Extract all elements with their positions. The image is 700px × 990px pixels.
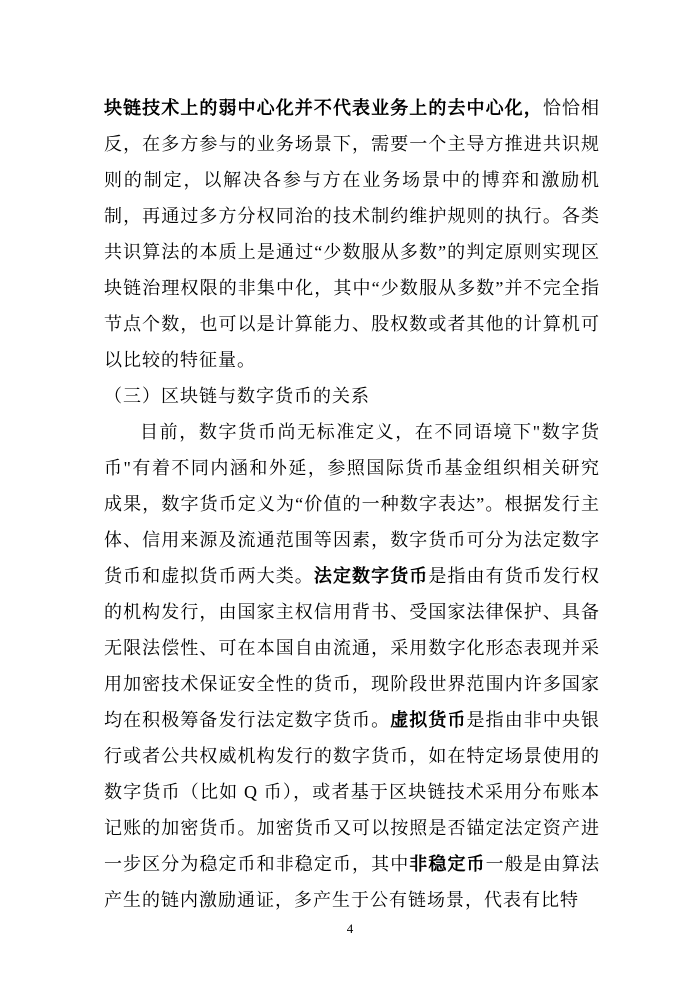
text-run: 目前，数字货币尚无标准定义，在不同语境下"数字货币"有着不同内涵和外延，参照国际货币基金组织相关研究成果，数字货币定义为“价值的一种数字表达”。根据发行主体、信用来源及流通范围等因素，数字货币可分为法定数字货币和虚拟货币两大类。 [104,422,600,586]
text-run-bold-virtual-currency: 虚拟货币 [390,710,467,730]
text-run: 是指由非中央银行或者公共权威机构发行的数字货币，如在特定场景使用的数字货币（比如 Q 币），或者基于区块链技术采用分布账本记账的加密货币。加密货币又可以按照是否锚定法定资产进一步区分为稳定币和非稳定币，其中 [104,710,601,874]
text-run-bold-legal-digital-currency: 法定数字货币 [313,566,429,586]
text-run: 是指由有货币发行权的机构发行，由国家主权信用背书、受国家法律保护、具备无限法偿性、可在本国自由流通，采用数字化形态表现并采用加密技术保证安全性的货币，现阶段世界范围内许多国家均在积极筹备发行法定数字货币。 [104,566,601,730]
section-heading-blockchain-digital-currency: （三）区块链与数字货币的关系 [104,386,370,406]
text-run: 一般是由算法产生的链内激励通证，多产生于公有链场景，代表有比特 [104,854,601,910]
text-run-bold: 块链技术上的弱中心化并不代表业务上的去中心化， [104,98,543,118]
text-run: 恰恰相反，在多方参与的业务场景下，需要一个主导方推进共识规则的制定，以解决各参与方在业务场景中的博弈和激励机制，再通过多方分权同治的技术制约维护规则的执行。各类共识算法的本质上是通过“少数服从多数”的判定原则实现区块链治理权限的非集中化，其中“少数服从多数”并不完全指节点个数，也可以是计算能力、股权数或者其他的计算机可以比较的特征量。 [104,98,601,370]
page-number: 4 [346,921,354,936]
paragraph-digital-currency-definition [104,414,600,918]
text-run-bold-unstable-coin: 非稳定币 [409,854,486,874]
paragraph-consensus-governance [104,90,600,378]
document-body [104,90,600,918]
page-footer [0,920,700,938]
